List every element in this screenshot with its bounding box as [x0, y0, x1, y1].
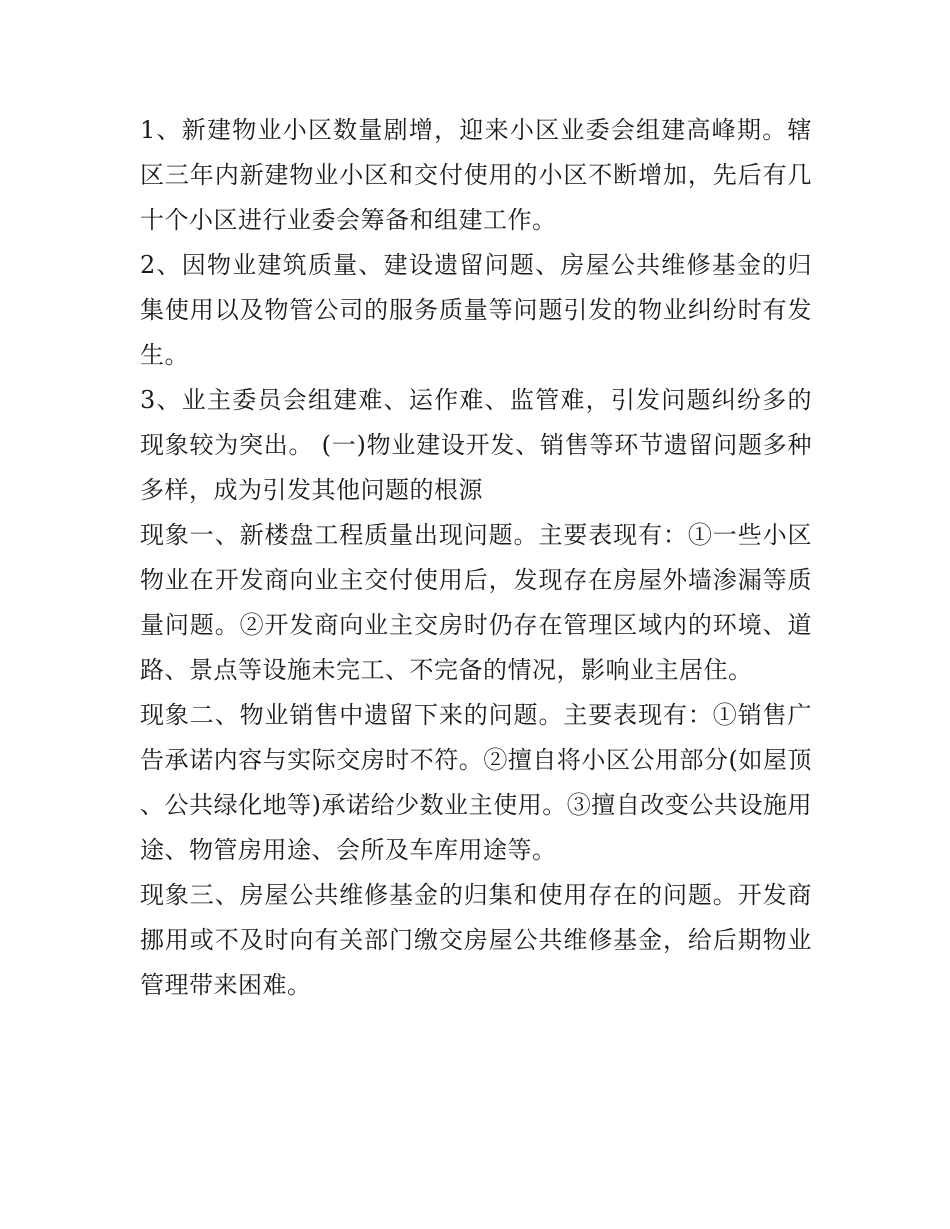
paragraph-phenomenon-3: 现象三、房屋公共维修基金的归集和使用存在的问题。开发商挪用或不及时向有关部门缴交房屋公共维修基金，给后期物业管理带来困难。 — [140, 881, 812, 999]
document-body — [140, 108, 812, 1008]
paragraph-3: 3、业主委员会组建难、运作难、监管难，引发问题纠纷多的现象较为突出。 (一)物业建设开发、销售等环节遗留问题多种多样，成为引发其他问题的根源 — [140, 386, 812, 504]
paragraph-phenomenon-2: 现象二、物业销售中遗留下来的问题。主要表现有：①销售广告承诺内容与实际交房时不符。②擅自将小区公用部分(如屋顶、公共绿化地等)承诺给少数业主使用。③擅自改变公共设施用途、物管房用途、会所及车库用途等。 — [140, 701, 812, 864]
paragraph-phenomenon-1: 现象一、新楼盘工程质量出现问题。主要表现有：①一些小区物业在开发商向业主交付使用后，发现存在房屋外墙渗漏等质量问题。②开发商向业主交房时仍存在管理区域内的环境、道路、景点等设施未完工、不完备的情况，影响业主居住。 — [140, 521, 812, 684]
paragraph-2: 2、因物业建筑质量、建设遗留问题、房屋公共维修基金的归集使用以及物管公司的服务质量等问题引发的物业纠纷时有发生。 — [140, 251, 812, 369]
paragraph-1: 1、新建物业小区数量剧增，迎来小区业委会组建高峰期。辖区三年内新建物业小区和交付使用的小区不断增加，先后有几十个小区进行业委会筹备和组建工作。 — [140, 116, 812, 234]
